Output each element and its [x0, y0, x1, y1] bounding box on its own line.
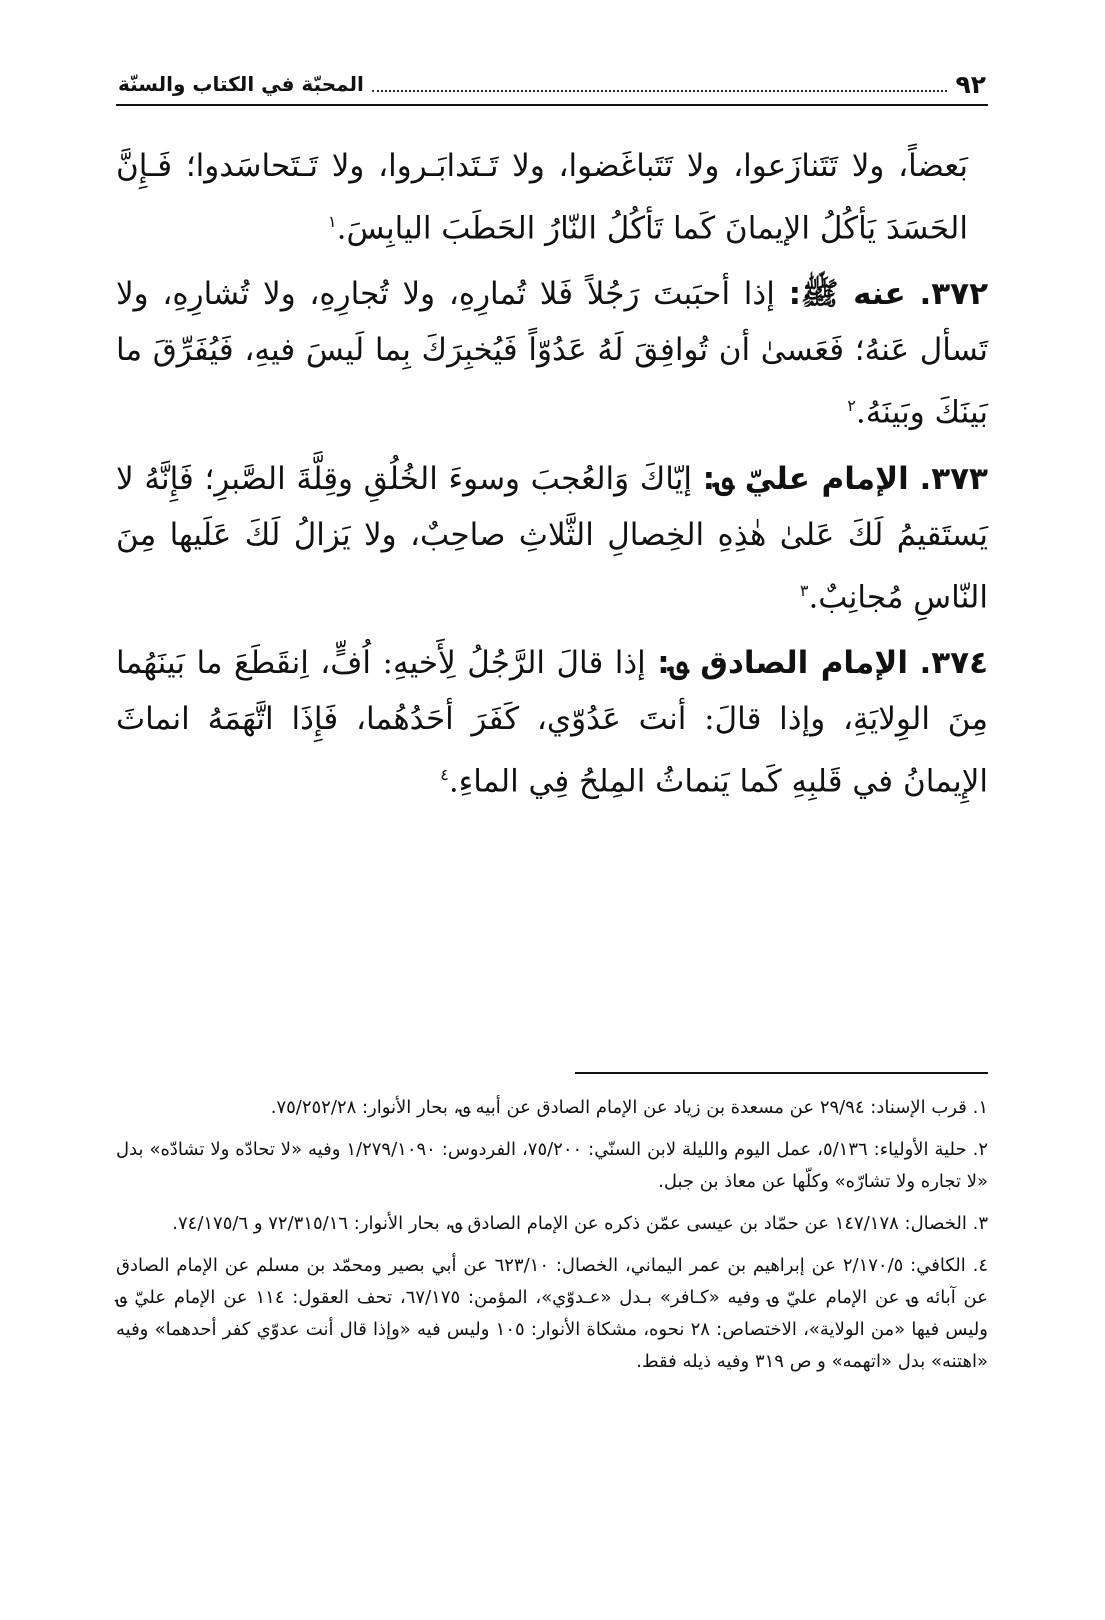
hadith-number: ٣٧٣.: [919, 460, 988, 497]
hadith-speaker: عنه ﷺ:: [788, 276, 906, 313]
footnote-number: ٤.: [972, 1255, 988, 1276]
hadith-speaker: الإمام الصادق ؈:: [657, 644, 908, 681]
hadith-speaker: الإمام عليّ ؈:: [702, 460, 909, 497]
hadith-number: ٣٧٤.: [919, 644, 988, 681]
header-rule: [116, 104, 988, 106]
footnote-text: قرب الإسناد: ٢٩/٩٤ عن مسعدة بن زياد عن الإمام الصادق عن أبيه ؈، بحار الأنوار: ٧٥/٢٥٢/٢٨.: [270, 1097, 967, 1118]
footnote-number: ٢.: [972, 1139, 988, 1160]
footnote-marker: ٢: [847, 396, 856, 416]
footnote: [116, 1208, 988, 1240]
footnote: [116, 1250, 988, 1378]
page-number: ٩٢: [955, 69, 986, 99]
footnote-text: الخصال: ١٤٧/١٧٨ عن حمّاد بن عيسى عمّن ذكره عن الإمام الصادق ؈، بحار الأنوار: ٧٢/٣١٥/١٦ و ٧٤/١٧٥/٦.: [172, 1213, 967, 1234]
hadith-body: إذا أحبَبتَ رَجُلاً فَلا تُمارِهِ، ولا تُجارِهِ، ولا تُشارِهِ، ولا تَسأل عَنهُ؛ فَعَسىٰ أن تُوافِقَ لَهُ عَدُوّاً فَيُخبِرَكَ بِما لَيسَ فيهِ، فَيُفَرِّقَ ما بَينَكَ وبَينَهُ.: [116, 276, 988, 431]
footnote: [116, 1092, 988, 1124]
header-dot-leader: [372, 76, 948, 92]
footnote: [116, 1134, 988, 1198]
hadith-paragraph: [116, 138, 988, 256]
hadith-body: بَعضاً، ولا تَتَنازَعوا، ولا تَتَباغَضوا، ولا تَـتَدابَـروا، ولا تَـتَحاسَدوا؛ فَـإِنَّ الحَسَدَ يَأكُلُ الإيمانَ كَما تَأكُلُ النّارُ الحَطَبَ اليابِسَ.: [116, 148, 968, 247]
footnote-separator: [575, 1072, 988, 1074]
running-header: [118, 66, 986, 102]
footnote-text: حلية الأولياء: ٥/١٣٦، عمل اليوم والليلة لابن السنّي: ٧٥/٢٠٠، الفردوس: ١/٢٧٩/١٠٩٠ وفيه «لا تحادّه ولا تشادّه» بدل «لا تجاره ولا تشارّه» وكلّها عن معاذ بن جبل.: [116, 1139, 988, 1192]
footnote-text: الكافي: ٢/١٧٠/٥ عن إبراهيم بن عمر اليماني، الخصال: ٦٢٣/١٠ عن أبي بصير ومحمّد بن مسلم عن الإمام الصادق عن آبائه ؈ عن الإمام عليّ ؈ وفيه «كـافر» بـدل «عـدوّي»، المؤمن: ٦٧/١٧٥، تحف العقول: ١١٤ عن الإمام عليّ ؈ وليس فيها «من الولاية»، الاختصاص: ٢٨ نحوه، مشكاة الأنوار: ١٠٥ وليس فيه «وإذا قال أنت عدوّي كفر أحدهما» وفيه «اهتنه» بدل «اتهمه» و ص ٣١٩ وفيه ذيله فقط.: [116, 1255, 989, 1372]
footnote-marker: ٣: [799, 580, 809, 600]
hadith-text: [116, 138, 988, 819]
hadith-paragraph: [116, 451, 988, 625]
hadith-number: ٣٧٢.: [919, 276, 988, 313]
book-title: المحبّة في الكتاب والسنّة: [118, 72, 364, 96]
footnote-marker: ١: [328, 212, 337, 231]
footnote-number: ١.: [972, 1097, 988, 1118]
footnotes: [116, 1092, 988, 1388]
hadith-paragraph: [116, 635, 988, 809]
hadith-body: إيّاكَ وَالعُجبَ وسوءَ الخُلُقِ وقِلَّةَ الصَّبرِ؛ فَإِنَّهُ لا يَستَقيمُ لَكَ عَلىٰ هٰذِهِ الخِصالِ الثَّلاثِ صاحِبٌ، ولا يَزالُ لَكَ عَلَيها مِنَ النّاسِ مُجانِبٌ.: [116, 460, 988, 615]
hadith-paragraph: [116, 266, 988, 440]
footnote-number: ٣.: [972, 1213, 988, 1234]
hadith-body: إذا قالَ الرَّجُلُ لِأَخيهِ: اُفٍّ، اِنقَطَعَ ما بَينَهُما مِنَ الوِلايَةِ، وإذا قالَ: أنتَ عَدُوّي، كَفَرَ أحَدُهُما، فَإِذَا اتَّهَمَهُ انماثَ الإِيمانُ في قَلبِهِ كَما يَنماثُ المِلحُ فِي الماءِ.: [116, 644, 988, 800]
footnote-marker: ٤: [440, 764, 449, 784]
